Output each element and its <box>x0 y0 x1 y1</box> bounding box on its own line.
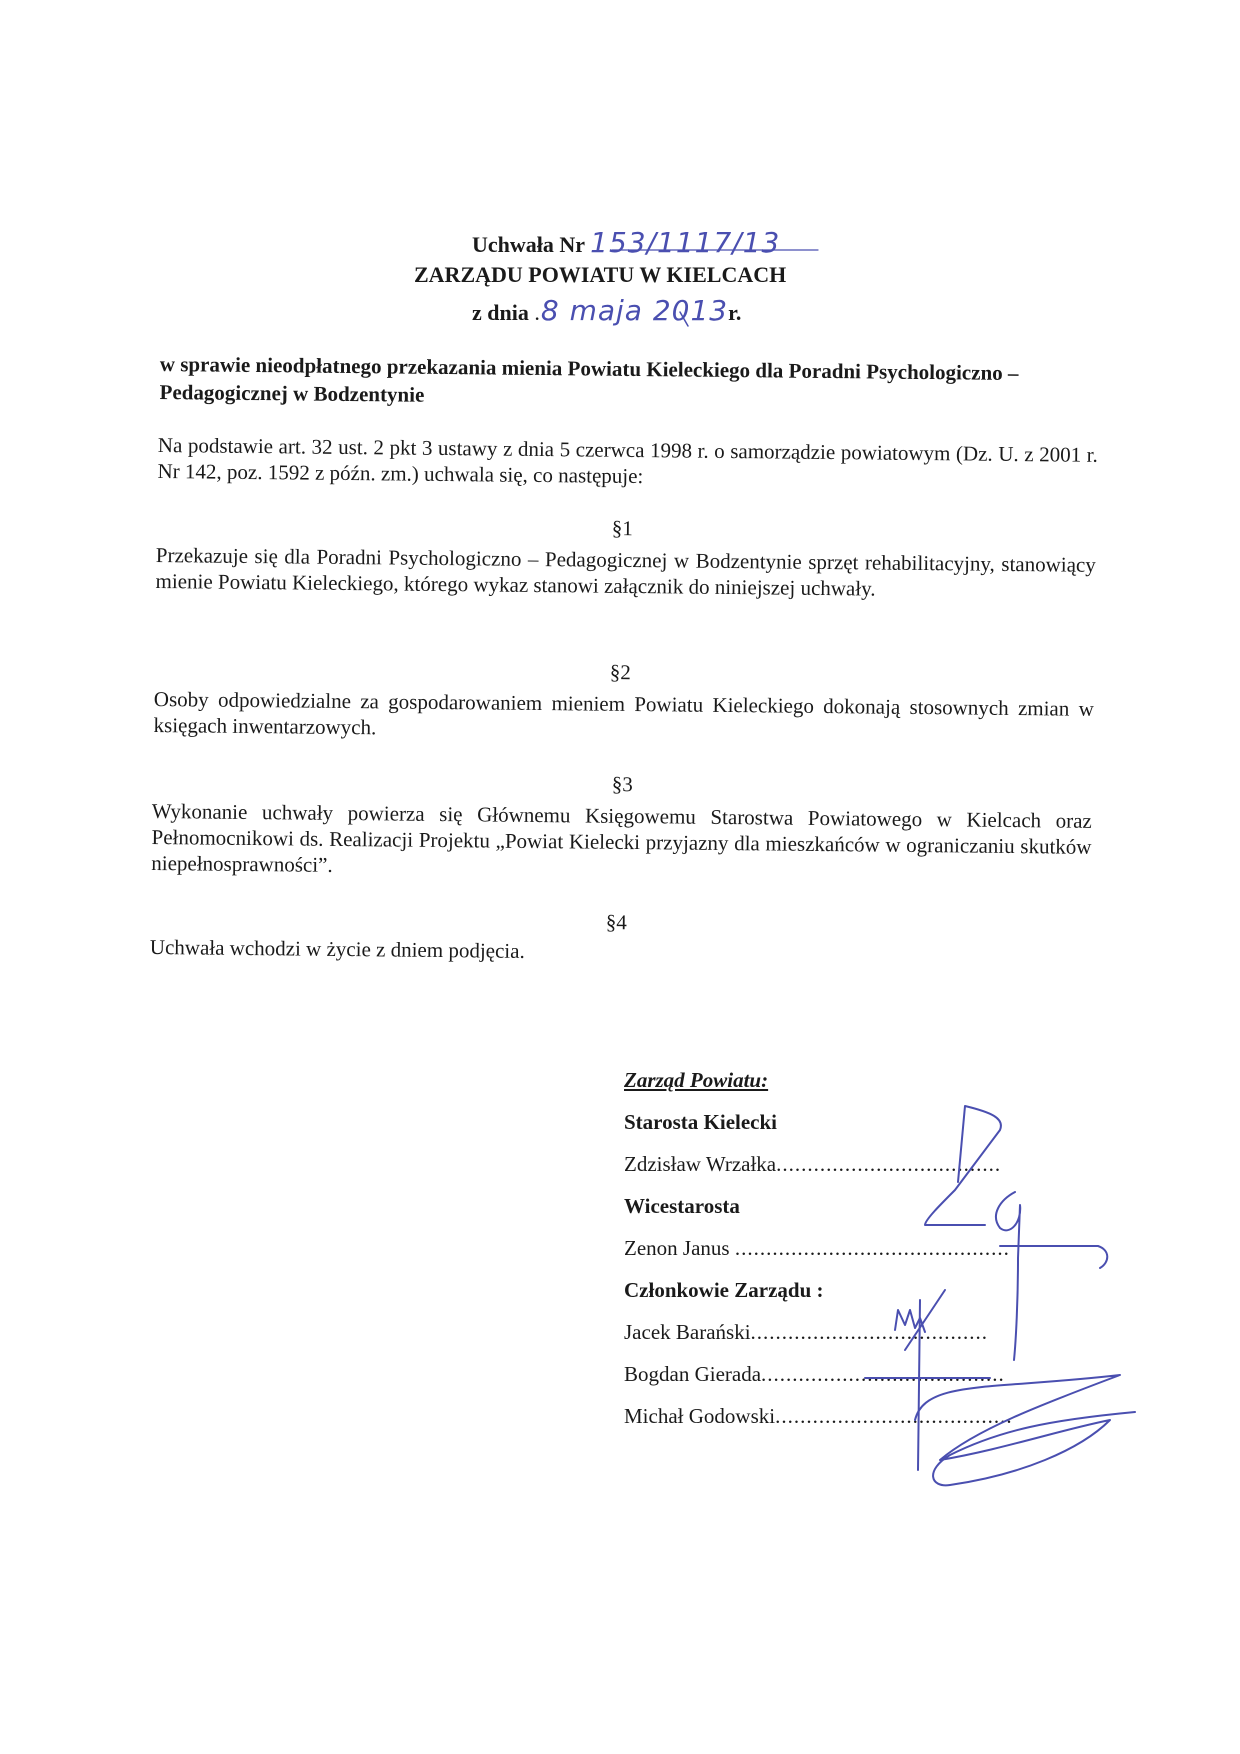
member-3-signature-line <box>624 1404 1013 1429</box>
vice-starosta-name: Zenon Janus <box>624 1236 730 1260</box>
member-1-name: Jacek Barański <box>624 1320 751 1344</box>
section-4-text: Uchwała wchodzi w życie z dniem podjęcia. <box>149 934 525 963</box>
member-2-dots: ....................................... <box>761 1362 1005 1386</box>
member-2-signature-line <box>624 1362 1005 1387</box>
board-name-line: ZARZĄDU POWIATU W KIELCACH <box>414 262 787 287</box>
starosta-title: Starosta Kielecki <box>624 1110 778 1134</box>
date-handwritten: 8 maja 2013 <box>540 294 729 327</box>
section-3-text: Wykonanie uchwały powierza się Głównemu Księgowemu Starostwa Powiatowego w Kielcach oraz Pełnomocnikowi ds. Realizacji Projektu „Powiat Kielecki przyjazny dla mieszkańców w ograniczaniu skutków niepełnosprawności”. <box>151 798 1092 877</box>
vice-starosta-signature <box>996 1192 1107 1360</box>
resolution-subject: w sprawie nieodpłatnego przekazania mienia Powiatu Kieleckiego dla Poradni Psychologiczno – Pedagogicznej w Bodzentynie <box>159 351 1019 407</box>
section-4-mark: §4 <box>605 910 627 935</box>
vice-starosta-dots: ............................................ <box>734 1236 1010 1260</box>
section-1-mark: §1 <box>611 516 633 541</box>
date-prefix: z dnia <box>472 300 529 325</box>
vice-starosta-signature-line <box>624 1236 1010 1261</box>
date-dots: . <box>534 300 541 325</box>
board-members-title: Członkowie Zarządu : <box>624 1278 824 1302</box>
vice-starosta-title: Wicestarosta <box>624 1194 740 1218</box>
starosta-dots: .................................... <box>776 1152 1002 1176</box>
resolution-date-line <box>472 294 741 327</box>
member-3-dots: ...................................... <box>775 1404 1013 1428</box>
board-signature-heading: Zarząd Powiatu: <box>624 1068 769 1092</box>
section-2-text: Osoby odpowiedzialne za gospodarowaniem mieniem Powiatu Kieleckiego dokonają stosownych zmian w księgach inwentarzowych. <box>153 686 1094 740</box>
resolution-number-line <box>472 226 780 259</box>
member-1-dots: ...................................... <box>750 1320 989 1344</box>
section-2-mark: §2 <box>609 660 631 685</box>
starosta-name: Zdzisław Wrzałka <box>624 1152 777 1176</box>
resolution-prefix: Uchwała Nr <box>472 232 585 257</box>
section-3-mark: §3 <box>611 772 633 797</box>
member-3-name: Michał Godowski <box>624 1404 776 1428</box>
member-3-signature <box>915 1375 1135 1485</box>
starosta-signature-line <box>624 1152 1001 1177</box>
section-1-text: Przekazuje się dla Poradni Psychologiczno – Pedagogicznej w Bodzentynie sprzęt rehabilitacyjny, stanowiący mienie Powiatu Kieleckiego, którego wykaz stanowi załącznik do niniejszej uchwały. <box>155 542 1096 601</box>
resolution-number-handwritten: 153/1117/13 <box>590 226 781 259</box>
date-suffix: r. <box>728 300 742 325</box>
member-1-signature-line <box>624 1320 988 1345</box>
legal-basis: Na podstawie art. 32 ust. 2 pkt 3 ustawy z dnia 5 czerwca 1998 r. o samorządzie powiatowym (Dz. U. z 2001 r. Nr 142, poz. 1592 z późn. zm.) uchwala się, co następuje: <box>157 432 1098 489</box>
member-2-name: Bogdan Gierada <box>624 1362 762 1386</box>
